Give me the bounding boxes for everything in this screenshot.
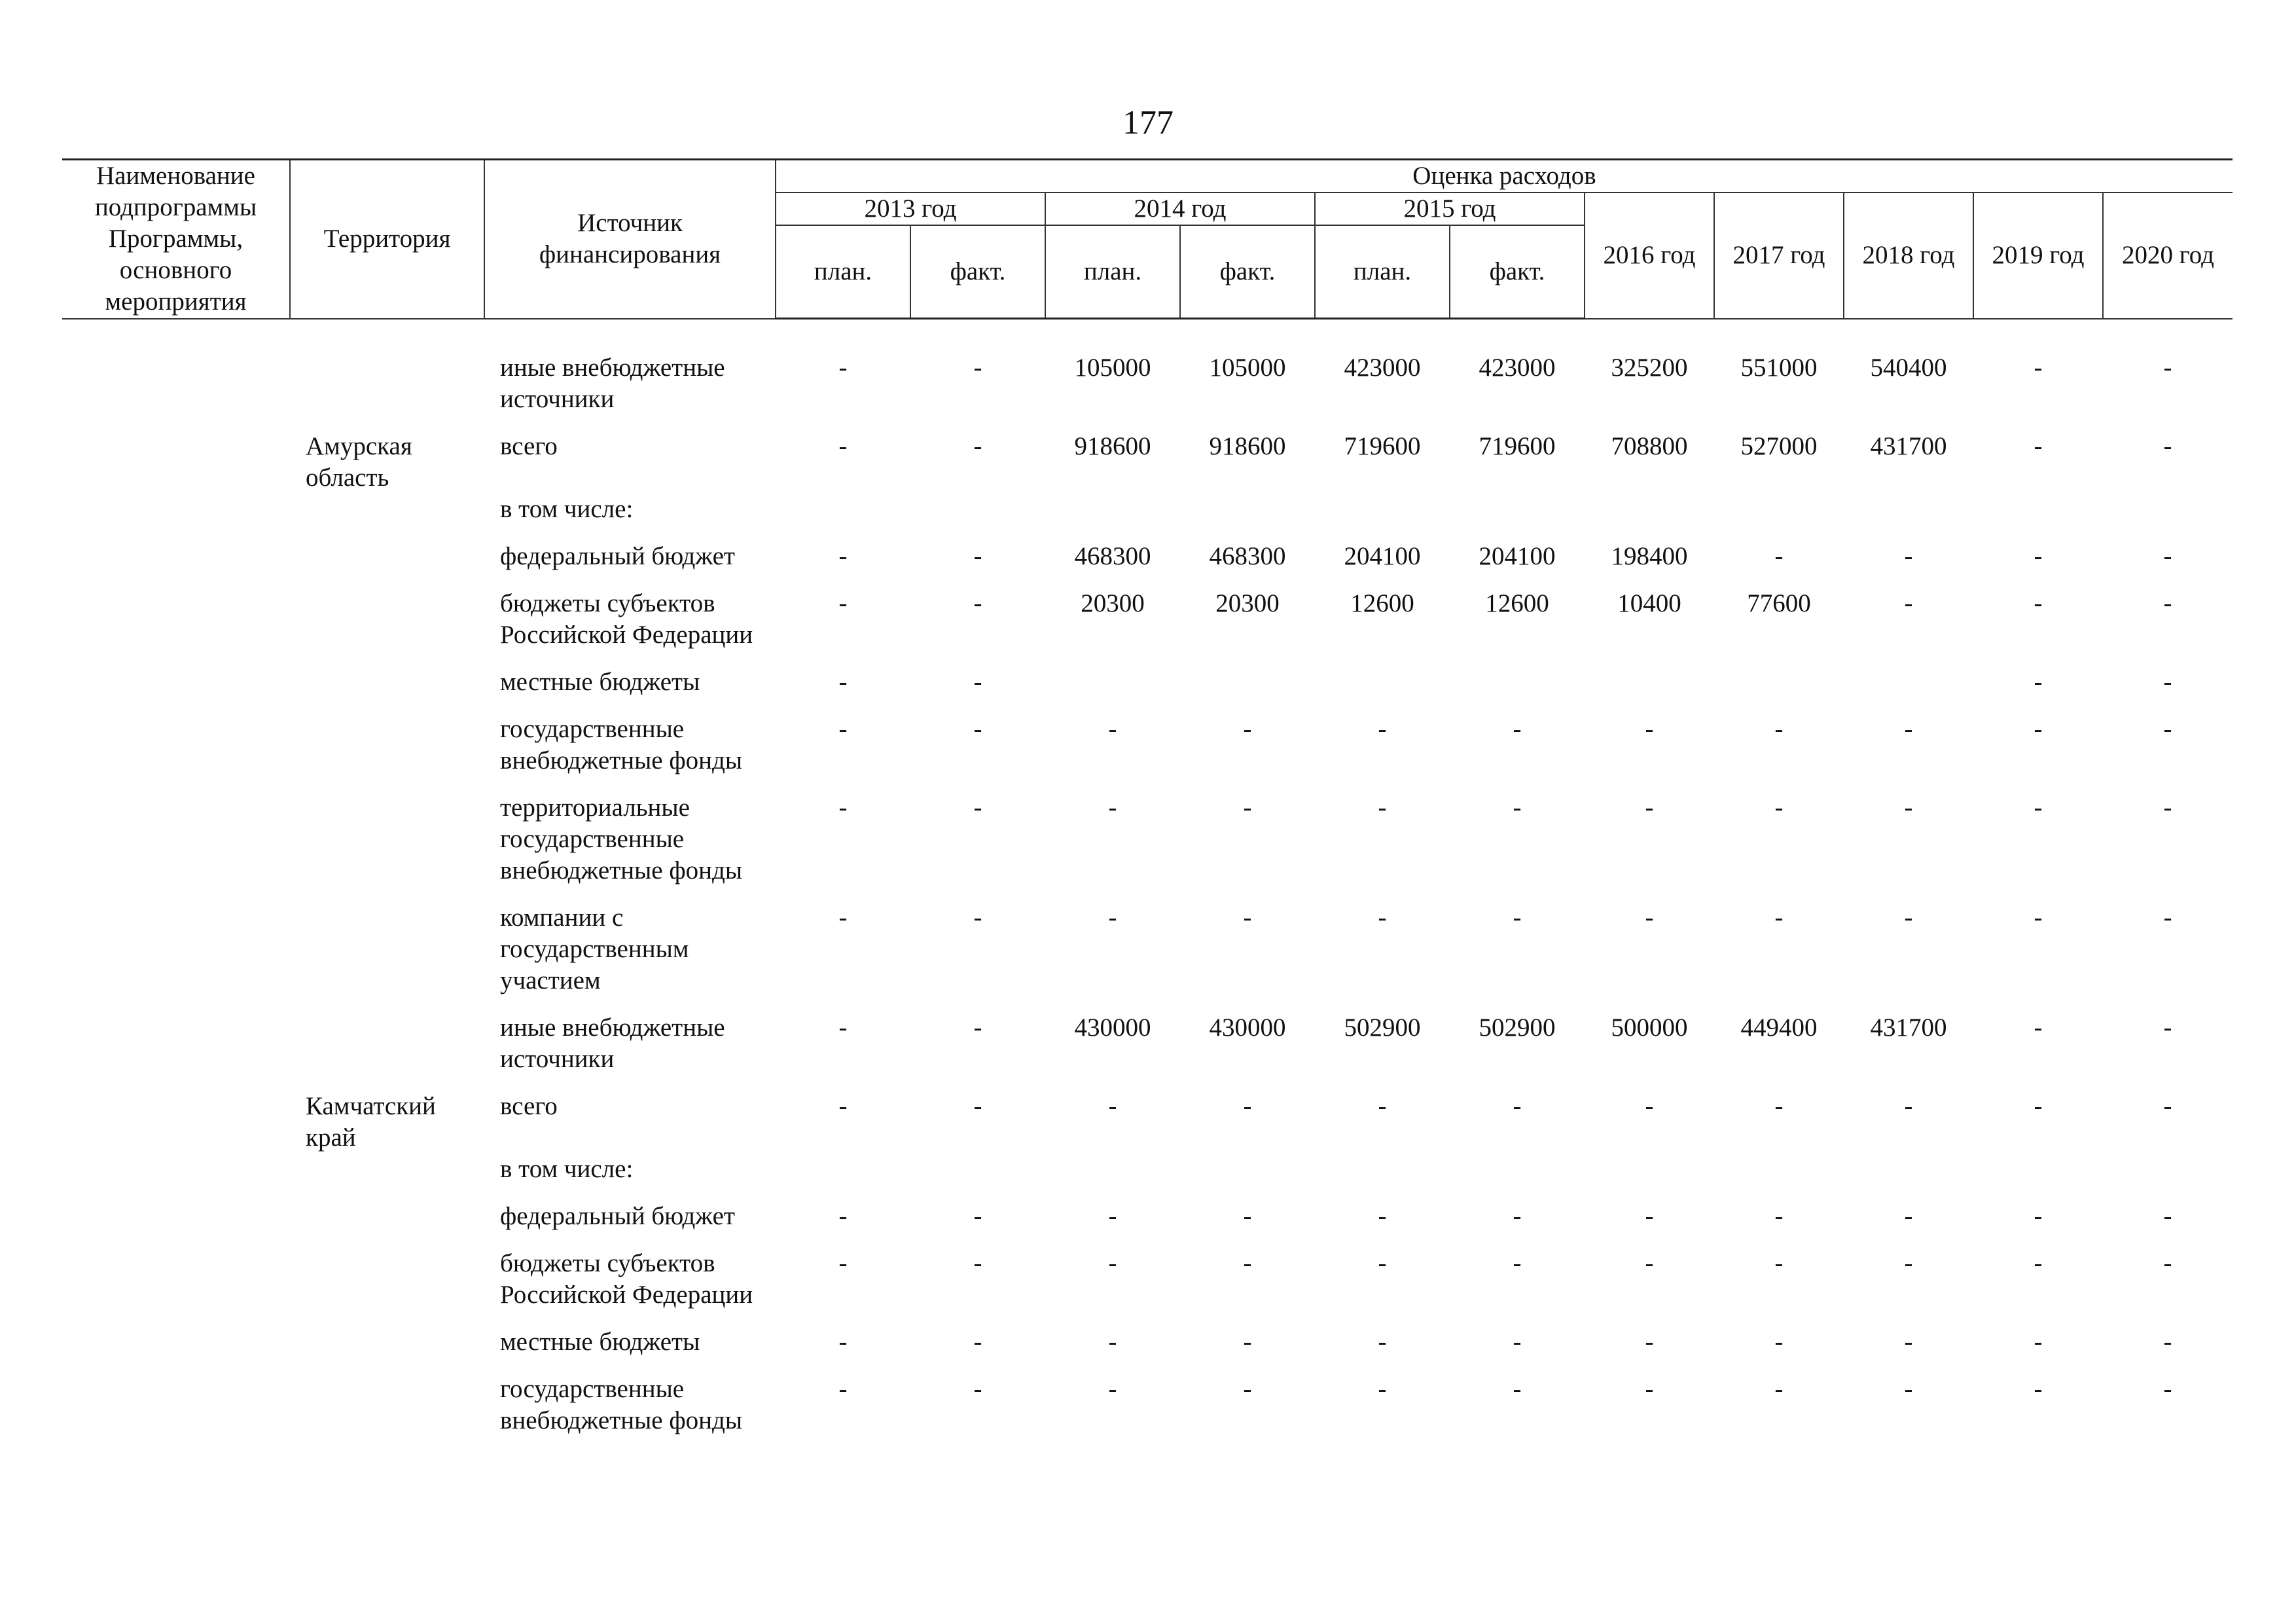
- territory-cell: [290, 1374, 484, 1452]
- value-cell: 204100: [1344, 541, 1421, 570]
- value-cell: -: [1774, 541, 1784, 570]
- value-cell: -: [2163, 541, 2172, 570]
- funding-source-cell: государственные внебюджетные фонды: [500, 714, 743, 775]
- value-cell: [910, 494, 1045, 541]
- table-row: [62, 1248, 2233, 1326]
- value-cell: -: [1378, 903, 1387, 932]
- value-cell: 918600: [1209, 431, 1286, 460]
- value-cell: -: [1243, 793, 1252, 822]
- value-cell: -: [838, 431, 848, 460]
- value-cell: -: [1774, 1091, 1784, 1120]
- value-cell: [1844, 1154, 1973, 1201]
- value-cell: [1180, 494, 1315, 541]
- value-cell: [1714, 494, 1844, 541]
- value-cell: -: [1904, 1327, 1913, 1356]
- value-cell: -: [1904, 1091, 1913, 1120]
- value-cell: -: [2034, 1091, 2043, 1120]
- value-cell: -: [838, 1374, 848, 1403]
- value-cell: -: [1513, 1091, 1522, 1120]
- header-2015-fact: факт.: [1450, 225, 1585, 319]
- value-cell: [1045, 666, 1180, 714]
- value-cell: -: [1645, 714, 1654, 743]
- value-cell: 20300: [1215, 589, 1280, 617]
- value-cell: -: [1645, 1374, 1654, 1403]
- table-row: [62, 1201, 2233, 1248]
- funding-source-cell: федеральный бюджет: [500, 1201, 735, 1230]
- funding-source-cell: в том числе:: [500, 1154, 634, 1183]
- name-cell: [62, 1374, 290, 1452]
- name-cell: [62, 902, 290, 1012]
- value-cell: -: [2163, 1013, 2172, 1042]
- header-year-2015: 2015 год: [1315, 192, 1585, 225]
- value-cell: -: [2034, 589, 2043, 617]
- value-cell: -: [1513, 714, 1522, 743]
- funding-source-cell: федеральный бюджет: [500, 541, 735, 570]
- header-2014-fact: факт.: [1180, 225, 1315, 319]
- value-cell: -: [1513, 793, 1522, 822]
- value-cell: -: [2034, 1013, 2043, 1042]
- value-cell: -: [1243, 903, 1252, 932]
- value-cell: 10400: [1617, 589, 1681, 617]
- value-cell: -: [1108, 1327, 1117, 1356]
- value-cell: 77600: [1747, 589, 1811, 617]
- value-cell: -: [1378, 714, 1387, 743]
- territory-cell: [290, 1326, 484, 1374]
- value-cell: -: [973, 793, 982, 822]
- territory-cell: [290, 792, 484, 902]
- name-cell: [62, 1201, 290, 1248]
- value-cell: -: [1378, 1249, 1387, 1277]
- value-cell: -: [973, 431, 982, 460]
- value-cell: -: [1243, 1091, 1252, 1120]
- value-cell: 719600: [1344, 431, 1421, 460]
- territory-cell: [290, 541, 484, 588]
- value-cell: 502900: [1344, 1013, 1421, 1042]
- value-cell: -: [1904, 1201, 1913, 1230]
- value-cell: -: [1108, 1249, 1117, 1277]
- value-cell: -: [2163, 589, 2172, 617]
- table-header: [62, 160, 2233, 319]
- table-row: [62, 1012, 2233, 1091]
- value-cell: -: [2163, 1249, 2172, 1277]
- funding-source-cell: всего: [500, 1091, 558, 1120]
- value-cell: [1315, 666, 1450, 714]
- value-cell: -: [2163, 431, 2172, 460]
- table-row: [62, 1154, 2233, 1201]
- territory-cell: [290, 494, 484, 541]
- value-cell: -: [973, 903, 982, 932]
- name-cell: [62, 1154, 290, 1201]
- funding-source-cell: бюджеты субъектов Российской Федерации: [500, 589, 753, 649]
- funding-source-cell: местные бюджеты: [500, 1327, 700, 1356]
- value-cell: -: [1645, 1091, 1654, 1120]
- value-cell: -: [838, 1013, 848, 1042]
- name-cell: [62, 541, 290, 588]
- table-row: [62, 1374, 2233, 1452]
- funding-source-cell: всего: [500, 431, 558, 460]
- value-cell: -: [2163, 714, 2172, 743]
- table-row: [62, 1091, 2233, 1154]
- value-cell: 430000: [1074, 1013, 1151, 1042]
- value-cell: -: [1904, 1374, 1913, 1403]
- value-cell: 325200: [1611, 353, 1688, 382]
- value-cell: -: [973, 1249, 982, 1277]
- value-cell: -: [1108, 793, 1117, 822]
- value-cell: -: [1108, 1374, 1117, 1403]
- value-cell: -: [1378, 793, 1387, 822]
- value-cell: -: [838, 1201, 848, 1230]
- value-cell: -: [1645, 903, 1654, 932]
- value-cell: [1045, 1154, 1180, 1201]
- name-cell: [62, 666, 290, 714]
- name-cell: [62, 494, 290, 541]
- header-expenditure-estimate: Оценка расходов: [776, 160, 2233, 193]
- value-cell: -: [1904, 1249, 1913, 1277]
- table-row: [62, 319, 2233, 431]
- value-cell: -: [1108, 1201, 1117, 1230]
- value-cell: -: [1243, 1374, 1252, 1403]
- value-cell: [1180, 1154, 1315, 1201]
- name-cell: [62, 1326, 290, 1374]
- value-cell: -: [1774, 1327, 1784, 1356]
- header-year-2013: 2013 год: [776, 192, 1045, 225]
- value-cell: -: [2034, 1201, 2043, 1230]
- value-cell: -: [1774, 1374, 1784, 1403]
- value-cell: -: [973, 1374, 982, 1403]
- value-cell: -: [2034, 903, 2043, 932]
- value-cell: [1450, 1154, 1585, 1201]
- funding-source-cell: иные внебюджетные источники: [500, 353, 725, 413]
- value-cell: -: [1904, 589, 1913, 617]
- value-cell: -: [838, 589, 848, 617]
- value-cell: -: [1513, 1374, 1522, 1403]
- table-row: [62, 666, 2233, 714]
- value-cell: -: [2034, 1374, 2043, 1403]
- territory-cell: Камчатский край: [306, 1091, 436, 1152]
- header-source-column: Источник финансирования: [484, 160, 776, 319]
- value-cell: [1714, 1154, 1844, 1201]
- header-name-column: Наименование подпрограммы Программы, основного мероприятия: [62, 160, 290, 319]
- funding-source-cell: государственные внебюджетные фонды: [500, 1374, 743, 1434]
- header-territory-column: Территория: [290, 160, 484, 319]
- value-cell: -: [2163, 1201, 2172, 1230]
- territory-cell: [290, 1154, 484, 1201]
- funding-source-cell: в том числе:: [500, 494, 634, 523]
- value-cell: -: [2034, 793, 2043, 822]
- header-year-2018: 2018 год: [1844, 192, 1973, 319]
- territory-cell: [290, 666, 484, 714]
- value-cell: [2103, 494, 2233, 541]
- value-cell: -: [838, 903, 848, 932]
- header-year-2019: 2019 год: [1973, 192, 2103, 319]
- value-cell: 449400: [1740, 1013, 1818, 1042]
- name-cell: [62, 319, 290, 431]
- value-cell: [910, 1154, 1045, 1201]
- name-cell: [62, 1012, 290, 1091]
- value-cell: -: [1378, 1327, 1387, 1356]
- value-cell: -: [1774, 1201, 1784, 1230]
- table-row: [62, 792, 2233, 902]
- value-cell: -: [1774, 1249, 1784, 1277]
- value-cell: [1844, 666, 1973, 714]
- value-cell: -: [973, 1327, 982, 1356]
- header-year-2014: 2014 год: [1045, 192, 1315, 225]
- header-2013-fact: факт.: [910, 225, 1045, 319]
- value-cell: -: [2163, 353, 2172, 382]
- value-cell: 423000: [1344, 354, 1421, 382]
- header-2015-plan: план.: [1315, 225, 1450, 319]
- value-cell: -: [973, 1091, 982, 1120]
- value-cell: -: [2163, 1091, 2172, 1120]
- value-cell: 708800: [1611, 431, 1688, 460]
- value-cell: 918600: [1074, 431, 1151, 460]
- header-year-2017: 2017 год: [1714, 192, 1844, 319]
- value-cell: 430000: [1209, 1013, 1286, 1042]
- value-cell: -: [2034, 714, 2043, 743]
- value-cell: -: [1108, 903, 1117, 932]
- value-cell: -: [838, 1249, 848, 1277]
- value-cell: -: [838, 1091, 848, 1120]
- value-cell: [1315, 1154, 1450, 1201]
- value-cell: -: [1513, 1249, 1522, 1277]
- value-cell: -: [2163, 667, 2172, 696]
- territory-cell: [290, 1248, 484, 1326]
- value-cell: -: [1243, 1249, 1252, 1277]
- value-cell: -: [1108, 1091, 1117, 1120]
- value-cell: [1585, 494, 1714, 541]
- value-cell: -: [2034, 1327, 2043, 1356]
- value-cell: -: [1513, 903, 1522, 932]
- value-cell: [2103, 1154, 2233, 1201]
- territory-cell: Амурская область: [306, 431, 412, 492]
- value-cell: -: [1774, 793, 1784, 822]
- funding-source-cell: иные внебюджетные источники: [500, 1013, 725, 1073]
- funding-source-cell: территориальные государственные внебюджетные фонды: [500, 793, 743, 884]
- value-cell: -: [1645, 793, 1654, 822]
- value-cell: -: [973, 541, 982, 570]
- value-cell: -: [973, 714, 982, 743]
- value-cell: -: [1108, 714, 1117, 743]
- value-cell: [1973, 494, 2103, 541]
- value-cell: 540400: [1870, 353, 1947, 382]
- value-cell: -: [2034, 353, 2043, 382]
- header-2014-plan: план.: [1045, 225, 1180, 319]
- header-year-2016: 2016 год: [1585, 192, 1714, 319]
- page-number: 177: [1122, 104, 1174, 141]
- value-cell: -: [1513, 1327, 1522, 1356]
- value-cell: -: [838, 541, 848, 570]
- value-cell: -: [838, 793, 848, 822]
- value-cell: -: [2034, 431, 2043, 460]
- table-row: [62, 902, 2233, 1012]
- value-cell: 468300: [1074, 541, 1151, 570]
- value-cell: -: [2163, 1327, 2172, 1356]
- value-cell: -: [2163, 793, 2172, 822]
- name-cell: [62, 792, 290, 902]
- value-cell: -: [838, 667, 848, 696]
- value-cell: -: [1645, 1201, 1654, 1230]
- value-cell: -: [2034, 667, 2043, 696]
- funding-source-cell: местные бюджеты: [500, 667, 700, 696]
- header-year-2020: 2020 год: [2103, 192, 2233, 319]
- value-cell: [776, 494, 910, 541]
- value-cell: -: [973, 1013, 982, 1042]
- value-cell: 20300: [1081, 589, 1145, 617]
- header-2013-plan: план.: [776, 225, 910, 319]
- territory-cell: [290, 902, 484, 1012]
- value-cell: -: [973, 354, 982, 382]
- value-cell: 719600: [1479, 431, 1556, 460]
- value-cell: -: [1378, 1201, 1387, 1230]
- value-cell: [1844, 494, 1973, 541]
- value-cell: -: [1774, 714, 1784, 743]
- value-cell: -: [973, 667, 982, 696]
- value-cell: 105000: [1074, 354, 1151, 382]
- name-cell: [62, 1248, 290, 1326]
- value-cell: [1585, 666, 1714, 714]
- value-cell: 198400: [1611, 541, 1688, 570]
- value-cell: -: [1243, 714, 1252, 743]
- value-cell: -: [1243, 1327, 1252, 1356]
- funding-source-cell: бюджеты субъектов Российской Федерации: [500, 1249, 753, 1309]
- value-cell: -: [2163, 1374, 2172, 1403]
- value-cell: -: [1904, 793, 1913, 822]
- name-cell: [62, 714, 290, 792]
- value-cell: -: [1904, 714, 1913, 743]
- value-cell: [776, 1154, 910, 1201]
- value-cell: 527000: [1740, 431, 1818, 460]
- value-cell: -: [1513, 1201, 1522, 1230]
- value-cell: [1045, 494, 1180, 541]
- table-body: [62, 319, 2233, 1452]
- name-cell: [62, 1091, 290, 1154]
- value-cell: 105000: [1209, 354, 1286, 382]
- value-cell: 12600: [1485, 589, 1549, 617]
- value-cell: -: [1645, 1249, 1654, 1277]
- value-cell: -: [973, 1201, 982, 1230]
- value-cell: 12600: [1350, 589, 1414, 617]
- table-row: [62, 494, 2233, 541]
- value-cell: 204100: [1479, 541, 1556, 570]
- territory-cell: [290, 588, 484, 666]
- value-cell: -: [1243, 1201, 1252, 1230]
- table-row: [62, 431, 2233, 494]
- value-cell: 431700: [1870, 1013, 1947, 1042]
- name-cell: [62, 588, 290, 666]
- territory-cell: [290, 1201, 484, 1248]
- expenditure-table: [62, 158, 2233, 1452]
- value-cell: [1714, 666, 1844, 714]
- value-cell: [1450, 494, 1585, 541]
- table-row: [62, 714, 2233, 792]
- value-cell: [1450, 666, 1585, 714]
- value-cell: 500000: [1611, 1013, 1688, 1042]
- value-cell: -: [1904, 541, 1913, 570]
- table-row: [62, 588, 2233, 666]
- value-cell: -: [838, 1327, 848, 1356]
- table-row: [62, 541, 2233, 588]
- name-cell: [62, 431, 290, 494]
- value-cell: -: [2034, 1249, 2043, 1277]
- value-cell: -: [2034, 541, 2043, 570]
- value-cell: -: [838, 354, 848, 382]
- value-cell: 551000: [1740, 353, 1818, 382]
- value-cell: -: [1774, 903, 1784, 932]
- value-cell: [1585, 1154, 1714, 1201]
- value-cell: -: [1378, 1374, 1387, 1403]
- value-cell: 468300: [1209, 541, 1286, 570]
- value-cell: [1180, 666, 1315, 714]
- value-cell: -: [973, 589, 982, 617]
- value-cell: -: [1904, 903, 1913, 932]
- value-cell: 431700: [1870, 431, 1947, 460]
- value-cell: -: [1645, 1327, 1654, 1356]
- territory-cell: [290, 714, 484, 792]
- value-cell: -: [1378, 1091, 1387, 1120]
- value-cell: -: [2163, 903, 2172, 932]
- value-cell: 423000: [1479, 354, 1556, 382]
- table-row: [62, 1326, 2233, 1374]
- value-cell: [1973, 1154, 2103, 1201]
- value-cell: [1315, 494, 1450, 541]
- value-cell: -: [838, 714, 848, 743]
- funding-source-cell: компании с государственным участием: [500, 903, 689, 994]
- value-cell: 502900: [1479, 1013, 1556, 1042]
- territory-cell: [290, 1012, 484, 1091]
- territory-cell: [290, 319, 484, 431]
